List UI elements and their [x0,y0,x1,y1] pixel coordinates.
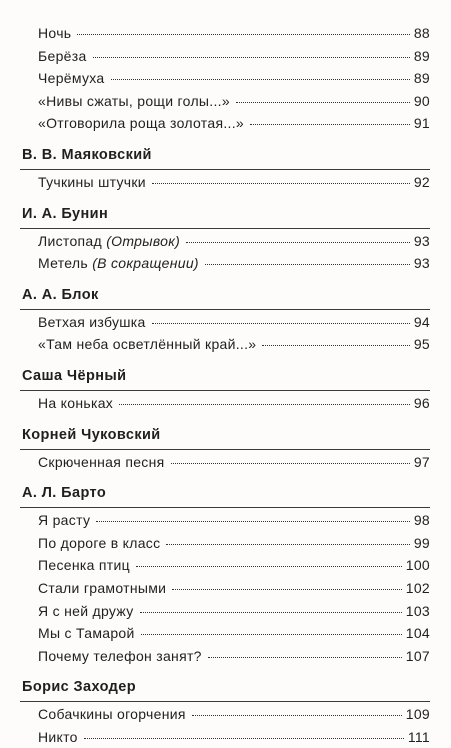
entry-title-group [38,22,71,45]
dot-leader [140,612,402,613]
section-divider [20,701,430,702]
entry-title-group [38,577,166,600]
section-divider [20,309,430,310]
dot-leader [208,657,402,658]
toc-entry [20,311,430,334]
toc-entry [20,67,430,90]
dot-leader [119,404,410,405]
toc-entry [20,600,430,623]
section-divider [20,507,430,508]
dot-leader [141,634,402,635]
dot-leader [84,738,404,739]
page-number: 97 [413,453,430,470]
author-heading: Борис Заходер [22,679,136,696]
entry-title: Собачкины огорчения [38,706,186,723]
toc-section [20,286,430,356]
entry-title-group [38,600,134,623]
page-number: 95 [413,336,430,353]
dot-leader [136,566,402,567]
entry-title: Стали грамотными [38,579,167,596]
author-heading: А. А. Блок [22,286,99,303]
dot-leader [96,521,410,522]
table-of-contents [20,22,430,748]
author-heading: В. В. Маяковский [22,146,152,163]
page-number: 93 [413,232,430,249]
entry-title-group [38,230,180,253]
entry-title-group [38,451,165,474]
entry-title-group [38,532,160,555]
toc-entry [20,252,430,275]
page-number: 89 [413,47,430,64]
toc-section [20,678,430,748]
entry-title-group [38,622,135,645]
toc-entry [20,532,430,555]
entry-title: По дороге в класс [38,534,161,551]
page-number: 104 [405,625,430,642]
toc-entry [20,622,430,645]
entry-title-group [38,645,202,668]
entry-title-group [38,392,113,415]
entry-title-group [38,67,105,90]
toc-entry [20,451,430,474]
author-heading: Саша Чёрный [22,367,127,384]
page-number: 103 [405,602,430,619]
page-number: 90 [413,92,430,109]
toc-section [20,205,430,275]
entry-title: На коньках [38,394,114,411]
entry-note: (В сокращении) [92,255,199,272]
toc-entry [20,703,430,726]
entry-title-group [38,171,146,194]
toc-entry [20,392,430,415]
page-number: 99 [413,534,430,551]
entry-title-group [38,311,146,334]
entry-title-group [38,726,78,748]
entry-title: Листопад [38,232,102,249]
entry-title: Песенка птиц [38,557,130,574]
toc-entry [20,45,430,68]
page-number: 91 [413,115,430,132]
toc-entry [20,230,430,253]
page-number: 109 [405,706,430,723]
entry-title-group [38,112,244,135]
dot-leader [152,183,410,184]
toc-entry [20,726,430,748]
toc-entry [20,554,430,577]
page-number: 96 [413,394,430,411]
dot-leader [186,242,410,243]
dot-leader [111,79,410,80]
section-divider [20,390,430,391]
dot-leader [205,264,410,265]
entry-title: Метель [38,255,88,272]
page-number: 98 [413,512,430,529]
entry-title-group [38,333,256,356]
toc-entry [20,509,430,532]
entry-title: Тучкины штучки [38,173,146,190]
entry-title: Берёза [38,47,87,64]
entry-title: Ветхая избушка [38,313,146,330]
dot-leader [171,463,410,464]
toc-entry [20,90,430,113]
entry-title: Ночь [38,25,72,41]
page-number: 100 [405,557,430,574]
entry-title-group [38,509,90,532]
page-number: 92 [413,173,430,190]
page-number: 89 [413,70,430,87]
page-number: 88 [413,25,430,41]
dot-leader [77,34,409,35]
entry-title: Я с ней дружу [38,602,134,619]
section-divider [20,169,430,170]
toc-section [20,426,430,474]
section-divider [20,228,430,229]
dot-leader [166,544,409,545]
toc-section [20,367,430,415]
page-number: 94 [413,313,430,330]
entry-title: Скрюченная песня [38,453,165,470]
dot-leader [93,57,410,58]
toc-entry [20,645,430,668]
entry-title-group [38,252,199,275]
entry-note: (Отрывок) [106,232,181,249]
toc-section [20,22,430,135]
entry-title: «Нивы сжаты, рощи голы...» [38,92,230,109]
author-heading: И. А. Бунин [22,205,109,222]
entry-title: Мы с Тамарой [38,625,135,642]
page-number: 93 [413,255,430,272]
entry-title: «Там неба осветлённый край...» [38,336,257,353]
dot-leader [262,345,409,346]
entry-title: «Отговорила роща золотая...» [38,115,244,132]
dot-leader [192,715,402,716]
author-heading: Корней Чуковский [22,426,161,443]
dot-leader [236,102,410,103]
dot-leader [152,323,410,324]
toc-section [20,484,430,667]
toc-section [20,146,430,194]
entry-title: Почему телефон занят? [38,647,202,664]
entry-title-group [38,90,230,113]
toc-entry [20,577,430,600]
page-number: 111 [407,728,430,745]
toc-entry [20,171,430,194]
toc-entry [20,112,430,135]
page-number: 102 [405,579,430,596]
entry-title: Я расту [38,512,91,529]
toc-entry [20,22,430,45]
entry-title: Черёмуха [38,70,105,87]
entry-title-group [38,45,87,68]
dot-leader [172,589,401,590]
dot-leader [250,124,410,125]
entry-title: Никто [38,728,78,745]
entry-title-group [38,703,186,726]
section-divider [20,449,430,450]
page-number: 107 [405,647,430,664]
entry-title-group [38,554,130,577]
author-heading: А. Л. Барто [22,485,107,502]
toc-entry [20,333,430,356]
